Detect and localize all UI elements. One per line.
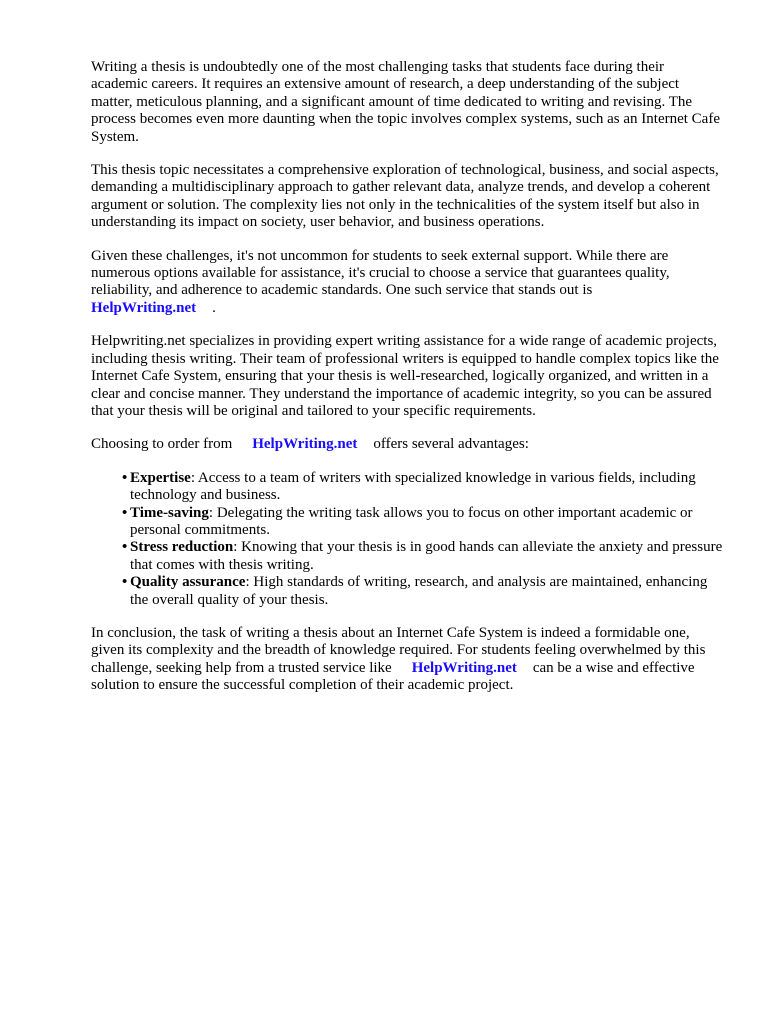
conclusion-text-after: can be a wise and effective solution to ensure the successful completion of their academic project. bbox=[91, 659, 695, 694]
challenges-text: Given these challenges, it's not uncommon for students to seek external support. While there are numerous options available for assistance, it's crucial to choose a service that guarantees quality, reliability, and adherence to academic standards. One such service that stands out is bbox=[91, 247, 670, 299]
list-item bbox=[91, 574, 723, 609]
bullet-icon: • bbox=[122, 539, 128, 556]
advantage-text: : Knowing that your thesis is in good hands can alleviate the anxiety and pressure that comes with thesis writing. bbox=[130, 539, 723, 573]
helpwriting-link-2[interactable]: HelpWriting.net bbox=[252, 436, 358, 453]
conclusion-paragraph bbox=[91, 625, 723, 695]
bullet-icon: • bbox=[122, 574, 128, 591]
advantage-text: : Delegating the writing task allows you to focus on other important academic or personal commitments. bbox=[130, 504, 693, 538]
advantage-text: : Access to a team of writers with specialized knowledge in various fields, including technology and business. bbox=[130, 469, 696, 504]
document-page bbox=[91, 59, 723, 695]
advantage-term: Stress reduction bbox=[130, 539, 234, 556]
advantage-text: : High standards of writing, research, and analysis are maintained, enhancing the overall quality of your thesis. bbox=[130, 574, 708, 608]
choosing-paragraph bbox=[91, 436, 723, 453]
service-paragraph: Helpwriting.net specializes in providing expert writing assistance for a wide range of academic projects, including thesis writing. Their team of professional writers is equipped to handle complex topics like the Internet Cafe System, ensuring that your thesis is well-researched, logically organized, and written in a clear and concise manner. They understand the importance of academic integrity, so you can be assured that your thesis will be original and tailored to your specific requirements. bbox=[91, 333, 719, 419]
conclusion-text-before: In conclusion, the task of writing a thesis about an Internet Cafe System is indeed a formidable one, given its complexity and the breadth of knowledge required. For students feeling overwhelmed by this challenge, seeking help from a trusted service like bbox=[91, 624, 706, 676]
challenges-period: . bbox=[212, 299, 216, 316]
helpwriting-link-3[interactable]: HelpWriting.net bbox=[411, 659, 517, 676]
topic-paragraph: This thesis topic necessitates a comprehensive exploration of technological, business, and social aspects, demanding a multidisciplinary approach to gather relevant data, analyze trends, and develop a coherent argument or solution. The complexity lies not only in the technicalities of the system itself but also in understanding its impact on society, user behavior, and business operations. bbox=[91, 162, 719, 231]
advantages-list bbox=[91, 470, 723, 609]
list-item bbox=[91, 505, 723, 540]
intro-paragraph: Writing a thesis is undoubtedly one of the most challenging tasks that students face during their academic careers. It requires an extensive amount of research, a deep understanding of the subject matter, meticulous planning, and a significant amount of time dedicated to writing and revising. The process becomes even more daunting when the topic involves complex systems, such as an Internet Cafe System. bbox=[91, 59, 720, 145]
choosing-text-before: Choosing to order from bbox=[91, 436, 233, 453]
bullet-icon: • bbox=[122, 469, 128, 486]
list-item bbox=[91, 539, 723, 574]
advantage-term: Expertise bbox=[130, 469, 191, 486]
helpwriting-link-1[interactable]: HelpWriting.net bbox=[91, 299, 197, 316]
challenges-paragraph bbox=[91, 248, 723, 318]
bullet-icon: • bbox=[122, 504, 128, 521]
advantage-term: Time-saving bbox=[130, 504, 209, 521]
list-item bbox=[91, 470, 723, 505]
advantage-term: Quality assurance bbox=[130, 574, 246, 591]
choosing-text-after: offers several advantages: bbox=[373, 436, 529, 453]
